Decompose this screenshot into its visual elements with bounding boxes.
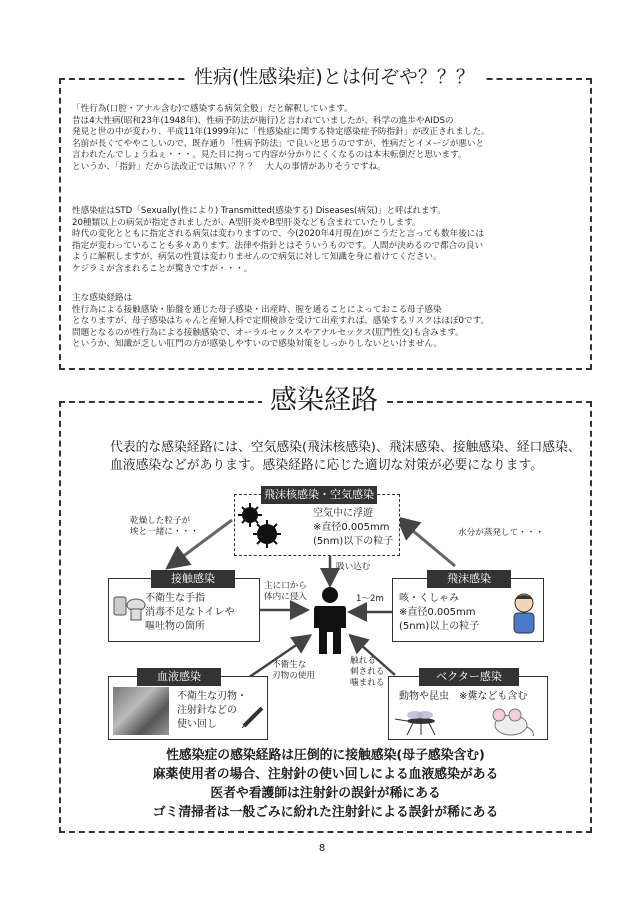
- text-line: 性感染症はSTD「Sexually(性により) Transmitted(感染する) Diseases(病気)」と呼ばれます。: [72, 206, 446, 216]
- label-dry-particles: 乾燥した粒子が 埃と一緒に・・・: [130, 516, 199, 537]
- label-unsanitary-blade: 不衛生な 刃物の使用: [272, 660, 315, 681]
- text-line: 名前が長くてややこしいので、既存通り「性病予防法」で良いと思うのですが、性病だとイメージが悪いと: [72, 138, 485, 149]
- person-icon: [310, 586, 350, 656]
- node-header: 接触感染: [151, 570, 235, 588]
- node-blood: [108, 670, 268, 740]
- label-bites: 触れる 刺される 噛まれる: [350, 656, 385, 688]
- node-text: 動物や昆虫 ※糞なども含む: [399, 691, 528, 702]
- toilet-icon: [112, 593, 146, 623]
- node-header: 血液感染: [137, 668, 221, 686]
- summary-line: ゴミ清掃者は一般ごみに紛れた注射針による誤針が稀にある: [152, 805, 499, 820]
- routes-summary: [60, 746, 591, 822]
- text-line: ケジラミが含まれることが驚きですが・・・。: [72, 263, 253, 274]
- page-number: 8: [318, 843, 326, 854]
- label-inhale: 吸い込む: [336, 562, 371, 572]
- summary-line: 医者や看護師は注射針の誤針が稀にある: [210, 786, 441, 801]
- node-vector: [388, 670, 548, 740]
- node-text: 空気中に浮遊 ※直径0.005mm (5nm)以下の粒子: [313, 508, 394, 547]
- text-line: というか、知識が乏しい肛門の方が感染しやすいので感染対策をしっかりしないといけません。: [72, 339, 443, 350]
- node-header: 飛沫感染: [427, 570, 511, 588]
- summary-line: 性感染症の感染経路は圧倒的に接触感染(母子感染含む): [166, 748, 485, 763]
- text-line: 代表的な感染経路には、空気感染(飛沫核感染)、飛沫感染、接触感染、経口感染、: [110, 440, 581, 455]
- node-contact: [108, 572, 260, 642]
- text-line: 20種類以上の病気が指定されましたが、A型肝炎やB型肝炎なども含まれていたりします。: [72, 217, 421, 228]
- used-syringes-photo: [113, 687, 169, 735]
- node-text: 咳・くしゃみ ※直径0.005mm (5nm)以上の粒子: [399, 593, 480, 632]
- text-line: 昔は4大性病(昭和23年(1948年)、性病予防法が施行)と言われていましたが、科学の進歩やAIDSの: [72, 115, 454, 126]
- mosquito-icon: [393, 707, 449, 737]
- section-title-routes: 感染経路: [262, 383, 386, 419]
- text-line: となりますが、母子感染はちゃんと産婦人科で定期検診を受けて出産すれば、感染するリスクはほぼ0です。: [72, 316, 490, 327]
- node-airborne: [234, 488, 400, 556]
- sick-child-icon: [507, 591, 541, 637]
- text-line: 時代の変化とともに指定される病気は変わりますので、今(2020年4月現在)がこうだと言っても数年後には: [72, 229, 484, 240]
- text-line: ように解釈しますが、病気の性質は変わりませんので病気に対して知識を身に着けてください。: [72, 252, 442, 263]
- node-text: 不衛生な刃物・ 注射針などの 使い回し: [177, 691, 247, 730]
- text-line: 発見と世の中が変わり、平成11年(1999年)に「性感染症に関する特定感染症予防指針」が改正されました。: [72, 127, 490, 138]
- label-mouth-entry: 主に口から 体内に侵入: [264, 581, 307, 602]
- virus-icon: [237, 501, 283, 551]
- node-header: 飛沫核感染・空気感染: [261, 486, 377, 504]
- node-droplet: [392, 572, 544, 642]
- mouse-icon: [485, 705, 537, 737]
- node-text: 不衛生な手指 消毒不足なトイレや 嘔吐物の箇所: [145, 593, 235, 632]
- text-line: 血液感染などがあります。感染経路に応じた適切な対策が必要になります。: [110, 458, 544, 473]
- text-line: 性行為による接触感染・胎盤を通じた母子感染・出産時、膣を通ることによっておこる母子感染: [72, 304, 442, 315]
- summary-line: 麻薬使用者の場合、注射針の使い回しによる血液感染がある: [152, 767, 499, 782]
- text-line: 「性行為(口腔・アナル含む)で感染する病気全般」だと解釈しています。: [72, 104, 353, 114]
- node-header: ベクター感染: [419, 668, 519, 686]
- arrow-droplet-to-airborne: [400, 520, 455, 566]
- label-distance: 1～2m: [356, 594, 384, 604]
- text-line: 問題となるのが性行為による接触感染で、オーラルセックスやアナルセックス(肛門性交)も含みます。: [72, 327, 464, 338]
- text-line: 言われたんでしょうねぇ・・・。見た目に拘って内容が分かりにくくなるのは本末転倒だと思います。: [72, 150, 467, 161]
- section-title-std: 性病(性感染症)とは何ぞや？？？: [186, 64, 483, 90]
- text-line: 主な感染経路は: [72, 293, 133, 303]
- syringe-icon: [241, 705, 265, 729]
- label-water-evaporates: 水分が蒸発して・・・: [458, 528, 544, 538]
- text-line: というか、「指針」だから法改正では無い？？？ 大人の事情がありそうですね。: [72, 161, 386, 172]
- text-line: 指定が変わっていることも多々あります。法律や指針とはそういうものです。人間が決めるので都合の良い: [72, 240, 484, 251]
